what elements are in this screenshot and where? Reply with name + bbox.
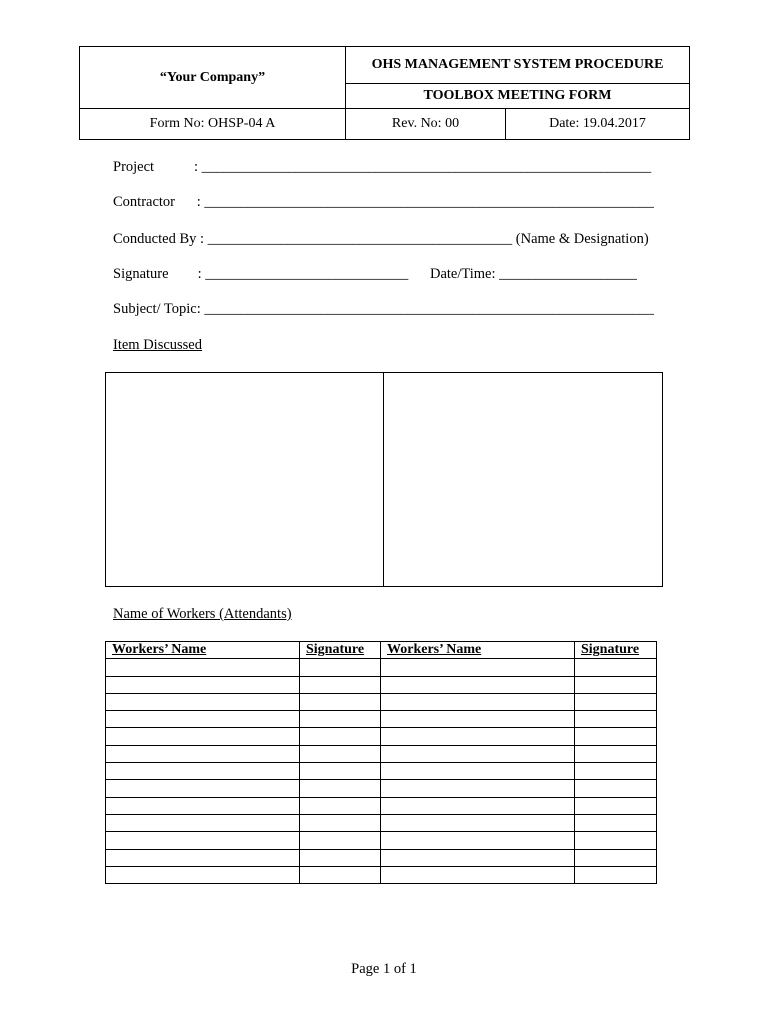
company-name: “Your Company” [159,69,266,85]
worker-name-cell[interactable] [106,763,300,780]
worker-name-cell[interactable] [106,814,300,831]
worker-signature-cell[interactable] [575,780,657,797]
worker-signature-cell[interactable] [575,711,657,728]
worker-name-cell[interactable] [381,745,575,762]
worker-name-cell[interactable] [381,780,575,797]
worker-signature-cell[interactable] [300,711,381,728]
form-title: TOOLBOX MEETING FORM [423,88,612,103]
worker-signature-cell[interactable] [300,745,381,762]
worker-signature-cell[interactable] [575,763,657,780]
worker-signature-cell[interactable] [575,728,657,745]
worker-name-cell[interactable] [106,745,300,762]
page-number: Page 1 of 1 [351,961,417,977]
worker-signature-cell[interactable] [300,659,381,676]
table-row [106,763,657,780]
worker-name-cell[interactable] [381,849,575,866]
worker-signature-cell[interactable] [300,849,381,866]
worker-name-cell[interactable] [381,866,575,883]
worker-signature-cell[interactable] [575,659,657,676]
workers-name-header: Workers’ Name [106,642,300,659]
worker-signature-cell[interactable] [300,728,381,745]
table-row [106,728,657,745]
item-box-divider [383,373,384,586]
worker-signature-cell[interactable] [300,832,381,849]
worker-signature-cell[interactable] [300,866,381,883]
worker-name-cell[interactable] [106,832,300,849]
worker-name-cell[interactable] [381,711,575,728]
table-row [106,866,657,883]
signature-field[interactable]: Signature : ____________________________ [113,266,409,282]
workers-name-header: Workers’ Name [381,642,575,659]
worker-name-cell[interactable] [381,693,575,710]
table-row [106,814,657,831]
worker-signature-cell[interactable] [300,676,381,693]
workers-table-body [106,659,657,884]
workers-table [105,641,657,884]
table-row [106,659,657,676]
worker-signature-cell[interactable] [575,676,657,693]
worker-name-cell[interactable] [381,832,575,849]
table-header-row [106,642,657,659]
table-row [106,745,657,762]
table-row [106,693,657,710]
conducted-by-field[interactable]: Conducted By : __________________________________________ (Name & Designation) [113,231,649,247]
worker-name-cell[interactable] [106,693,300,710]
worker-signature-cell[interactable] [575,693,657,710]
revision-number: Rev. No: 00 [391,116,460,131]
header-table [79,46,690,140]
item-discussed-heading: Item Discussed [113,337,202,353]
worker-signature-cell[interactable] [300,693,381,710]
worker-signature-cell[interactable] [300,763,381,780]
table-row [106,797,657,814]
worker-name-cell[interactable] [106,849,300,866]
signature-header: Signature [300,642,381,659]
table-row [106,676,657,693]
worker-signature-cell[interactable] [300,814,381,831]
form-number: Form No: OHSP-04 A [149,116,276,131]
worker-name-cell[interactable] [381,676,575,693]
worker-signature-cell[interactable] [575,849,657,866]
worker-signature-cell[interactable] [300,780,381,797]
worker-name-cell[interactable] [381,797,575,814]
worker-name-cell[interactable] [381,763,575,780]
worker-signature-cell[interactable] [575,866,657,883]
worker-name-cell[interactable] [106,797,300,814]
worker-name-cell[interactable] [106,711,300,728]
worker-name-cell[interactable] [106,780,300,797]
table-row [106,711,657,728]
workers-heading: Name of Workers (Attendants) [113,606,292,622]
signature-header: Signature [575,642,657,659]
worker-name-cell[interactable] [106,866,300,883]
worker-signature-cell[interactable] [575,797,657,814]
worker-name-cell[interactable] [106,676,300,693]
worker-name-cell[interactable] [381,659,575,676]
worker-signature-cell[interactable] [575,814,657,831]
worker-name-cell[interactable] [381,728,575,745]
table-row [106,849,657,866]
worker-signature-cell[interactable] [575,745,657,762]
worker-name-cell[interactable] [106,659,300,676]
contractor-field[interactable]: Contractor : ______________________________________________________________ [113,194,654,210]
table-row [106,780,657,797]
procedure-title: OHS MANAGEMENT SYSTEM PROCEDURE [371,57,664,72]
date-time-field[interactable]: Date/Time: ___________________ [430,266,637,282]
project-field[interactable]: Project : ______________________________________________________________ [113,159,652,175]
item-discussed-box[interactable] [105,372,663,587]
worker-signature-cell[interactable] [575,832,657,849]
form-date: Date: 19.04.2017 [549,116,646,131]
worker-signature-cell[interactable] [300,797,381,814]
worker-name-cell[interactable] [106,728,300,745]
worker-name-cell[interactable] [381,814,575,831]
table-row [106,832,657,849]
subject-topic-field[interactable]: Subject/ Topic: ______________________________________________________________ [113,301,654,317]
